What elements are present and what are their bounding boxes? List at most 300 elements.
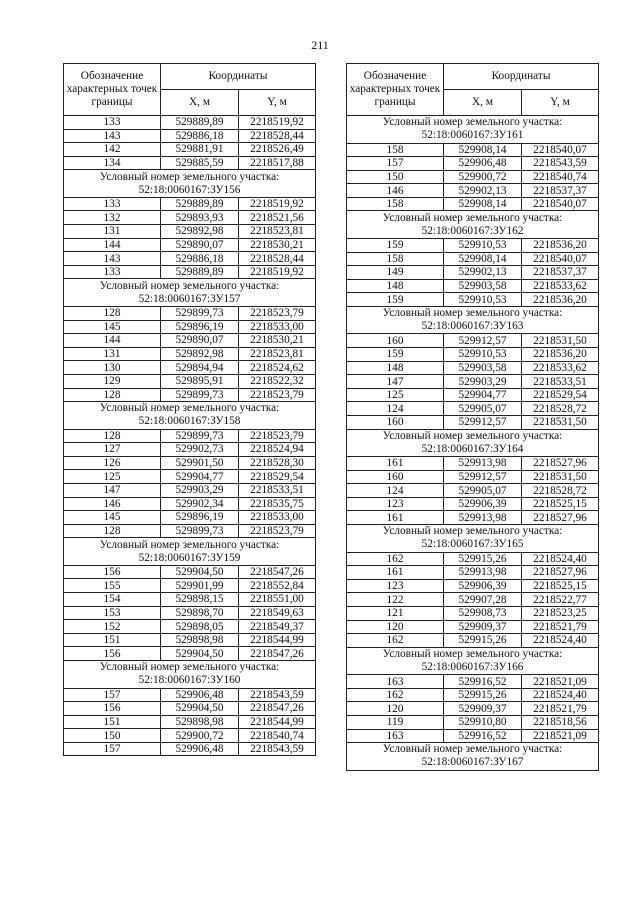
- y-coordinate-cell: 2218530,21: [239, 334, 316, 348]
- coordinates-table-right: [346, 63, 599, 771]
- point-id-cell: 128: [64, 306, 161, 320]
- point-id-cell: 129: [64, 374, 161, 388]
- y-coordinate-cell: 2218519,92: [239, 265, 316, 279]
- x-coordinate-cell: 529916,52: [444, 675, 522, 689]
- point-id-cell: 161: [347, 457, 444, 471]
- y-coordinate-cell: 2218533,00: [239, 320, 316, 334]
- x-coordinate-cell: 529898,05: [161, 620, 239, 634]
- point-id-cell: 124: [347, 484, 444, 498]
- parcel-number: 52:18:0060167:ЗУ157: [138, 292, 241, 305]
- y-coordinate-cell: 2218525,15: [522, 497, 599, 511]
- x-coordinate-cell: 529898,70: [161, 606, 239, 620]
- point-id-cell: 156: [64, 647, 161, 661]
- point-id-cell: 147: [64, 483, 161, 497]
- x-coordinate-cell: 529892,98: [161, 347, 239, 361]
- y-coordinate-cell: 2218529,54: [522, 388, 599, 402]
- x-coordinate-cell: 529906,48: [161, 742, 239, 756]
- table-row: [64, 361, 316, 375]
- x-coordinate-cell: 529902,34: [161, 497, 239, 511]
- table-row: [64, 593, 316, 607]
- table-row: [347, 348, 599, 362]
- y-coordinate-cell: 2218528,44: [239, 129, 316, 143]
- y-coordinate-cell: 2218528,44: [239, 252, 316, 266]
- x-coordinate-cell: 529913,98: [444, 566, 522, 580]
- table-row: [64, 524, 316, 538]
- y-coordinate-cell: 2218543,59: [522, 157, 599, 171]
- parcel-number: 52:18:0060167:ЗУ160: [138, 674, 241, 687]
- parcel-number-cell: [64, 661, 316, 689]
- y-coordinate-cell: 2218540,07: [522, 197, 599, 211]
- y-coordinate-cell: 2218549,63: [239, 606, 316, 620]
- point-id-cell: 147: [347, 375, 444, 389]
- table-row: [347, 279, 599, 293]
- y-coordinate-cell: 2218547,26: [239, 565, 316, 579]
- table-row: [64, 429, 316, 443]
- x-coordinate-cell: 529915,26: [444, 552, 522, 566]
- parcel-number-cell: [347, 211, 599, 239]
- table-row: [347, 702, 599, 716]
- parcel-label: Условный номер земельного участка:: [382, 429, 563, 442]
- y-coordinate-cell: 2218543,59: [239, 742, 316, 756]
- y-coordinate-cell: 2218523,81: [239, 225, 316, 239]
- table-row: [64, 320, 316, 334]
- y-coordinate-cell: 2218529,54: [239, 470, 316, 484]
- x-coordinate-cell: 529906,48: [444, 157, 522, 171]
- point-id-cell: 150: [347, 170, 444, 184]
- table-row: [64, 252, 316, 266]
- parcel-number: 52:18:0060167:ЗУ167: [421, 756, 524, 769]
- x-coordinate-cell: 529906,39: [444, 579, 522, 593]
- parcel-group-header: [347, 647, 599, 675]
- table-row: [347, 388, 599, 402]
- table-row: [64, 388, 316, 402]
- x-coordinate-cell: 529904,50: [161, 702, 239, 716]
- table-row: [64, 456, 316, 470]
- y-coordinate-cell: 2218524,40: [522, 688, 599, 702]
- x-coordinate-cell: 529898,15: [161, 593, 239, 607]
- y-coordinate-cell: 2218521,56: [239, 211, 316, 225]
- parcel-group-header: [347, 743, 599, 771]
- parcel-group-header: [347, 429, 599, 457]
- x-coordinate-cell: 529894,94: [161, 361, 239, 375]
- y-coordinate-cell: 2218523,79: [239, 524, 316, 538]
- parcel-group-header: [64, 279, 316, 307]
- x-coordinate-cell: 529901,50: [161, 456, 239, 470]
- y-coordinate-cell: 2218522,77: [522, 593, 599, 607]
- x-coordinate-cell: 529900,72: [444, 170, 522, 184]
- point-id-cell: 162: [347, 634, 444, 648]
- point-id-cell: 156: [64, 702, 161, 716]
- table-row: [347, 566, 599, 580]
- x-coordinate-cell: 529886,18: [161, 252, 239, 266]
- x-coordinate-cell: 529910,53: [444, 348, 522, 362]
- coordinates-table-left: [63, 63, 316, 756]
- parcel-label: Условный номер земельного участка:: [99, 170, 280, 183]
- y-coordinate-cell: 2218552,84: [239, 579, 316, 593]
- parcel-number-cell: [347, 647, 599, 675]
- parcel-number-cell: [347, 743, 599, 771]
- point-id-cell: 160: [347, 334, 444, 348]
- y-coordinate-cell: 2218547,26: [239, 647, 316, 661]
- x-coordinate-cell: 529899,73: [161, 524, 239, 538]
- x-coordinate-cell: 529908,14: [444, 252, 522, 266]
- x-coordinate-cell: 529913,98: [444, 457, 522, 471]
- y-coordinate-cell: 2218521,09: [522, 729, 599, 743]
- point-id-cell: 134: [64, 156, 161, 170]
- point-id-cell: 157: [64, 742, 161, 756]
- x-coordinate-cell: 529902,13: [444, 266, 522, 280]
- table-row: [64, 729, 316, 743]
- y-coordinate-cell: 2218535,75: [239, 497, 316, 511]
- table-row: [347, 266, 599, 280]
- table-row: [64, 565, 316, 579]
- table-row: [347, 620, 599, 634]
- parcel-group-header: [347, 525, 599, 553]
- y-coordinate-cell: 2218524,62: [239, 361, 316, 375]
- parcel-number-cell: [64, 402, 316, 430]
- point-id-cell: 120: [347, 620, 444, 634]
- table-row: [64, 374, 316, 388]
- table-row: [347, 416, 599, 430]
- header-designation: Обозначение характерных точек границы: [64, 64, 161, 116]
- parcel-label: Условный номер земельного участка:: [99, 279, 280, 292]
- point-id-cell: 146: [64, 497, 161, 511]
- y-coordinate-cell: 2218537,37: [522, 184, 599, 198]
- point-id-cell: 130: [64, 361, 161, 375]
- point-id-cell: 143: [64, 129, 161, 143]
- point-id-cell: 133: [64, 197, 161, 211]
- point-id-cell: 152: [64, 620, 161, 634]
- x-coordinate-cell: 529903,29: [444, 375, 522, 389]
- table-row: [347, 593, 599, 607]
- point-id-cell: 159: [347, 238, 444, 252]
- parcel-label: Условный номер земельного участка:: [382, 211, 563, 224]
- header-coordinates: Координаты: [444, 64, 599, 90]
- y-coordinate-cell: 2218527,96: [522, 566, 599, 580]
- table-row: [64, 156, 316, 170]
- table-row: [347, 579, 599, 593]
- point-id-cell: 125: [64, 470, 161, 484]
- y-coordinate-cell: 2218533,51: [522, 375, 599, 389]
- point-id-cell: 132: [64, 211, 161, 225]
- table-row: [347, 293, 599, 307]
- parcel-group-header: [64, 661, 316, 689]
- point-id-cell: 155: [64, 579, 161, 593]
- table-row: [347, 675, 599, 689]
- x-coordinate-cell: 529893,93: [161, 211, 239, 225]
- point-id-cell: 125: [347, 388, 444, 402]
- point-id-cell: 145: [64, 320, 161, 334]
- table-row: [64, 633, 316, 647]
- table-row: [347, 402, 599, 416]
- x-coordinate-cell: 529901,99: [161, 579, 239, 593]
- table-row: [64, 116, 316, 130]
- x-coordinate-cell: 529912,57: [444, 416, 522, 430]
- parcel-number: 52:18:0060167:ЗУ161: [421, 129, 524, 142]
- point-id-cell: 128: [64, 429, 161, 443]
- table-row: [64, 347, 316, 361]
- y-coordinate-cell: 2218523,79: [239, 388, 316, 402]
- point-id-cell: 156: [64, 565, 161, 579]
- point-id-cell: 146: [347, 184, 444, 198]
- parcel-group-header: [347, 211, 599, 239]
- y-coordinate-cell: 2218524,40: [522, 552, 599, 566]
- table-row: [347, 484, 599, 498]
- header-coordinates: Координаты: [161, 64, 316, 90]
- x-coordinate-cell: 529902,73: [161, 443, 239, 457]
- y-coordinate-cell: 2218521,09: [522, 675, 599, 689]
- table-row: [64, 579, 316, 593]
- y-coordinate-cell: 2218523,81: [239, 347, 316, 361]
- point-id-cell: 144: [64, 334, 161, 348]
- y-coordinate-cell: 2218521,79: [522, 620, 599, 634]
- table-row: [347, 634, 599, 648]
- y-coordinate-cell: 2218524,94: [239, 443, 316, 457]
- table-row: [64, 715, 316, 729]
- table-row: [347, 184, 599, 198]
- point-id-cell: 142: [64, 143, 161, 157]
- x-coordinate-cell: 529886,18: [161, 129, 239, 143]
- x-coordinate-cell: 529902,13: [444, 184, 522, 198]
- table-row: [347, 361, 599, 375]
- parcel-label: Условный номер земельного участка:: [382, 307, 563, 320]
- parcel-number-cell: [347, 306, 599, 334]
- x-coordinate-cell: 529899,73: [161, 306, 239, 320]
- x-coordinate-cell: 529899,73: [161, 429, 239, 443]
- table-row: [347, 457, 599, 471]
- table-row: [347, 729, 599, 743]
- parcel-number: 52:18:0060167:ЗУ166: [421, 660, 524, 673]
- y-coordinate-cell: 2218540,07: [522, 252, 599, 266]
- x-coordinate-cell: 529904,77: [161, 470, 239, 484]
- x-coordinate-cell: 529915,26: [444, 688, 522, 702]
- y-coordinate-cell: 2218523,79: [239, 306, 316, 320]
- y-coordinate-cell: 2218549,37: [239, 620, 316, 634]
- x-coordinate-cell: 529892,98: [161, 225, 239, 239]
- point-id-cell: 159: [347, 293, 444, 307]
- point-id-cell: 120: [347, 702, 444, 716]
- table-row: [347, 238, 599, 252]
- y-coordinate-cell: 2218533,62: [522, 279, 599, 293]
- header-x: X, м: [444, 90, 522, 116]
- y-coordinate-cell: 2218551,00: [239, 593, 316, 607]
- table-row: [64, 129, 316, 143]
- table-row: [64, 483, 316, 497]
- x-coordinate-cell: 529905,07: [444, 402, 522, 416]
- y-coordinate-cell: 2218528,72: [522, 484, 599, 498]
- parcel-label: Условный номер земельного участка:: [382, 525, 563, 538]
- y-coordinate-cell: 2218528,30: [239, 456, 316, 470]
- x-coordinate-cell: 529895,91: [161, 374, 239, 388]
- x-coordinate-cell: 529885,59: [161, 156, 239, 170]
- table-row: [64, 225, 316, 239]
- table-row: [347, 716, 599, 730]
- y-coordinate-cell: 2218518,56: [522, 716, 599, 730]
- y-coordinate-cell: 2218528,72: [522, 402, 599, 416]
- point-id-cell: 127: [64, 443, 161, 457]
- table-row: [347, 552, 599, 566]
- x-coordinate-cell: 529916,52: [444, 729, 522, 743]
- y-coordinate-cell: 2218536,20: [522, 348, 599, 362]
- y-coordinate-cell: 2218523,79: [239, 429, 316, 443]
- parcel-number-cell: [64, 279, 316, 307]
- point-id-cell: 145: [64, 511, 161, 525]
- table-row: [64, 238, 316, 252]
- y-coordinate-cell: 2218536,20: [522, 293, 599, 307]
- y-coordinate-cell: 2218533,51: [239, 483, 316, 497]
- table-row: [64, 306, 316, 320]
- point-id-cell: 162: [347, 688, 444, 702]
- parcel-label: Условный номер земельного участка:: [99, 661, 280, 674]
- table-row: [64, 620, 316, 634]
- table-row: [64, 470, 316, 484]
- point-id-cell: 163: [347, 729, 444, 743]
- parcel-label: Условный номер земельного участка:: [99, 402, 280, 415]
- y-coordinate-cell: 2218531,50: [522, 470, 599, 484]
- y-coordinate-cell: 2218522,32: [239, 374, 316, 388]
- point-id-cell: 131: [64, 347, 161, 361]
- x-coordinate-cell: 529898,98: [161, 715, 239, 729]
- point-id-cell: 158: [347, 197, 444, 211]
- table-row: [64, 443, 316, 457]
- point-id-cell: 151: [64, 633, 161, 647]
- point-id-cell: 157: [347, 157, 444, 171]
- parcel-label: Условный номер земельного участка:: [382, 116, 563, 129]
- parcel-group-header: [64, 402, 316, 430]
- page-number: 211: [311, 38, 329, 52]
- table-row: [64, 606, 316, 620]
- point-id-cell: 126: [64, 456, 161, 470]
- parcel-number-cell: [347, 116, 599, 144]
- y-coordinate-cell: 2218526,49: [239, 143, 316, 157]
- y-coordinate-cell: 2218527,96: [522, 457, 599, 471]
- y-coordinate-cell: 2218519,92: [239, 116, 316, 130]
- y-coordinate-cell: 2218525,15: [522, 579, 599, 593]
- parcel-number: 52:18:0060167:ЗУ165: [421, 538, 524, 551]
- point-id-cell: 128: [64, 388, 161, 402]
- x-coordinate-cell: 529896,19: [161, 320, 239, 334]
- x-coordinate-cell: 529900,72: [161, 729, 239, 743]
- point-id-cell: 148: [347, 361, 444, 375]
- table-row: [64, 702, 316, 716]
- y-coordinate-cell: 2218523,25: [522, 606, 599, 620]
- x-coordinate-cell: 529912,57: [444, 334, 522, 348]
- x-coordinate-cell: 529889,89: [161, 265, 239, 279]
- table-row: [64, 265, 316, 279]
- x-coordinate-cell: 529915,26: [444, 634, 522, 648]
- point-id-cell: 143: [64, 252, 161, 266]
- point-id-cell: 128: [64, 524, 161, 538]
- parcel-number: 52:18:0060167:ЗУ162: [421, 224, 524, 237]
- point-id-cell: 158: [347, 143, 444, 157]
- y-coordinate-cell: 2218540,74: [239, 729, 316, 743]
- x-coordinate-cell: 529908,14: [444, 143, 522, 157]
- table-row: [347, 143, 599, 157]
- point-id-cell: 161: [347, 511, 444, 525]
- x-coordinate-cell: 529910,80: [444, 716, 522, 730]
- point-id-cell: 161: [347, 566, 444, 580]
- point-id-cell: 158: [347, 252, 444, 266]
- x-coordinate-cell: 529903,58: [444, 361, 522, 375]
- parcel-number-cell: [347, 525, 599, 553]
- parcel-number-cell: [64, 170, 316, 198]
- x-coordinate-cell: 529904,77: [444, 388, 522, 402]
- header-x: X, м: [161, 90, 239, 116]
- table-row: [64, 688, 316, 702]
- y-coordinate-cell: 2218540,07: [522, 143, 599, 157]
- x-coordinate-cell: 529908,73: [444, 606, 522, 620]
- point-id-cell: 151: [64, 715, 161, 729]
- parcel-label: Условный номер земельного участка:: [382, 647, 563, 660]
- x-coordinate-cell: 529912,57: [444, 470, 522, 484]
- y-coordinate-cell: 2218533,62: [522, 361, 599, 375]
- x-coordinate-cell: 529913,98: [444, 511, 522, 525]
- x-coordinate-cell: 529898,98: [161, 633, 239, 647]
- x-coordinate-cell: 529903,58: [444, 279, 522, 293]
- parcel-group-header: [64, 170, 316, 198]
- x-coordinate-cell: 529890,07: [161, 334, 239, 348]
- point-id-cell: 150: [64, 729, 161, 743]
- table-row: [64, 647, 316, 661]
- y-coordinate-cell: 2218540,74: [522, 170, 599, 184]
- point-id-cell: 149: [347, 266, 444, 280]
- point-id-cell: 160: [347, 470, 444, 484]
- table-row: [347, 334, 599, 348]
- header-y: Y, м: [522, 90, 599, 116]
- y-coordinate-cell: 2218537,37: [522, 266, 599, 280]
- parcel-number: 52:18:0060167:ЗУ164: [421, 442, 524, 455]
- point-id-cell: 154: [64, 593, 161, 607]
- y-coordinate-cell: 2218517,88: [239, 156, 316, 170]
- y-coordinate-cell: 2218533,00: [239, 511, 316, 525]
- table-row: [347, 170, 599, 184]
- x-coordinate-cell: 529904,50: [161, 565, 239, 579]
- x-coordinate-cell: 529910,53: [444, 293, 522, 307]
- x-coordinate-cell: 529890,07: [161, 238, 239, 252]
- table-row: [64, 511, 316, 525]
- x-coordinate-cell: 529906,48: [161, 688, 239, 702]
- point-id-cell: 123: [347, 579, 444, 593]
- y-coordinate-cell: 2218536,20: [522, 238, 599, 252]
- x-coordinate-cell: 529907,28: [444, 593, 522, 607]
- header-designation: Обозначение характерных точек границы: [347, 64, 444, 116]
- table-row: [347, 688, 599, 702]
- parcel-group-header: [347, 306, 599, 334]
- table-row: [347, 375, 599, 389]
- point-id-cell: 159: [347, 348, 444, 362]
- point-id-cell: 124: [347, 402, 444, 416]
- parcel-number: 52:18:0060167:ЗУ156: [138, 183, 241, 196]
- point-id-cell: 121: [347, 606, 444, 620]
- y-coordinate-cell: 2218521,79: [522, 702, 599, 716]
- x-coordinate-cell: 529905,07: [444, 484, 522, 498]
- table-row: [64, 497, 316, 511]
- point-id-cell: 133: [64, 116, 161, 130]
- parcel-number: 52:18:0060167:ЗУ163: [421, 320, 524, 333]
- x-coordinate-cell: 529908,14: [444, 197, 522, 211]
- y-coordinate-cell: 2218544,99: [239, 715, 316, 729]
- table-row: [64, 334, 316, 348]
- table-row: [347, 497, 599, 511]
- point-id-cell: 119: [347, 716, 444, 730]
- parcel-label: Условный номер земельного участка:: [99, 538, 280, 551]
- x-coordinate-cell: 529906,39: [444, 497, 522, 511]
- point-id-cell: 162: [347, 552, 444, 566]
- parcel-group-header: [64, 538, 316, 566]
- table-row: [64, 211, 316, 225]
- point-id-cell: 133: [64, 265, 161, 279]
- point-id-cell: 153: [64, 606, 161, 620]
